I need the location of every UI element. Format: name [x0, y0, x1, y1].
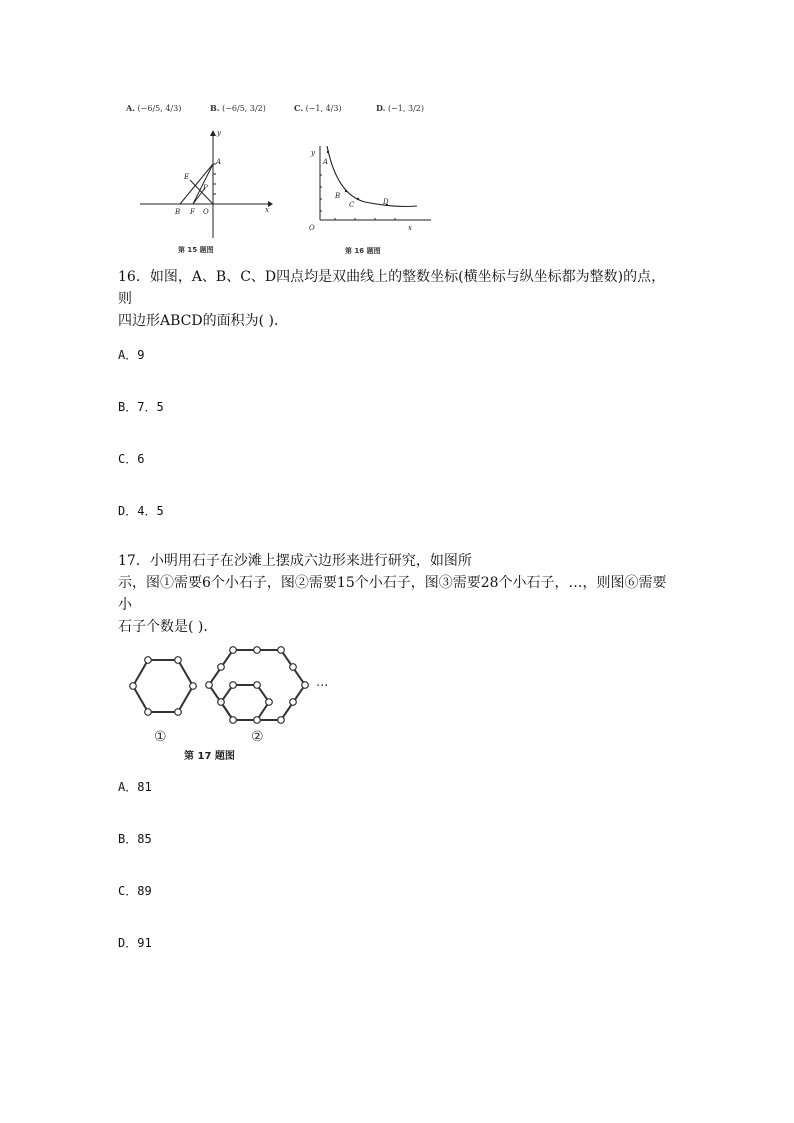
fig16-caption: 第 16 题图 — [345, 247, 381, 255]
fig16-point-c — [357, 198, 359, 200]
q16-option-b: B．7．5 — [118, 400, 164, 414]
q15-choice-d: D. (−1, 3/2) — [376, 103, 424, 113]
fig15-label-f: F — [190, 208, 195, 216]
q17-option-d: D．91 — [118, 936, 152, 950]
fig15-label-b: B — [175, 208, 181, 216]
fig16-point-b — [345, 190, 347, 192]
fig17-stones-2 — [206, 647, 309, 724]
q16-option-c: C．6 — [118, 452, 145, 466]
q17-line-1: 17．小明用石子在沙滩上摆成六边形来进行研究，如图所 — [118, 553, 472, 569]
q16-line-1: 16．如图，A、B、C、D四点均是双曲线上的整数坐标(横坐标与纵坐标都为整数)的点，则 — [118, 269, 666, 307]
q16-line-2: 四边形ABCD的面积为( )． — [118, 313, 288, 329]
fig17-label-1: ① — [154, 729, 167, 745]
fig15-label-x: x — [265, 206, 269, 214]
fig15-label-a: A — [216, 158, 222, 166]
fig17-label-2: ② — [251, 729, 264, 745]
fig15-label-e: E — [184, 173, 190, 181]
fig15-label-p: P — [203, 184, 208, 192]
fig17-stones-1 — [130, 657, 197, 716]
q15-choice-b: B. (−6/5, 3/2) — [210, 103, 266, 113]
fig16-label-x: x — [408, 224, 412, 232]
fig16-point-a — [327, 151, 329, 153]
fig17-caption: 第 17 题图 — [184, 751, 235, 762]
fig16-hyperbola — [327, 146, 417, 207]
q17-option-c: C．89 — [118, 884, 152, 898]
q16-option-d: D．4．5 — [118, 504, 164, 518]
q17-option-b: B．85 — [118, 832, 152, 846]
fig15-caption: 第 15 题图 — [178, 246, 214, 254]
q17-option-a: A．81 — [118, 780, 152, 794]
fig17-hexagon-1 — [133, 660, 193, 712]
fig15-label-o: O — [203, 208, 209, 216]
fig16-label-o: O — [309, 224, 315, 232]
q15-choices — [126, 103, 446, 123]
q17-line-3: 石子个数是( )． — [118, 619, 218, 635]
fig16-label-b: B — [335, 192, 341, 200]
q15-choice-c: C. (−1, 4/3) — [294, 103, 342, 113]
fig16-label-y: y — [311, 149, 315, 157]
figure-16-diagram — [305, 140, 440, 258]
fig16-label-d: D — [383, 198, 389, 206]
fig16-label-c: C — [349, 201, 355, 209]
fig15-label-y: y — [217, 129, 221, 137]
q16-option-a: A．9 — [118, 348, 145, 362]
fig17-ellipsis: ··· — [316, 679, 329, 694]
q17-line-2: 示，图①需要6个小石子，图②需要15个小石子，图③需要28个小石子，…，则图⑥需要小 — [118, 575, 667, 613]
fig15-y-arrow — [210, 130, 216, 136]
q15-choice-a: A. (−6/5, 4/3) — [126, 103, 182, 113]
q16-question — [118, 266, 678, 332]
figure-15-diagram — [140, 128, 275, 258]
q17-question — [118, 550, 678, 638]
fig16-label-a: A — [323, 158, 329, 166]
figure-17-diagram — [120, 645, 350, 765]
